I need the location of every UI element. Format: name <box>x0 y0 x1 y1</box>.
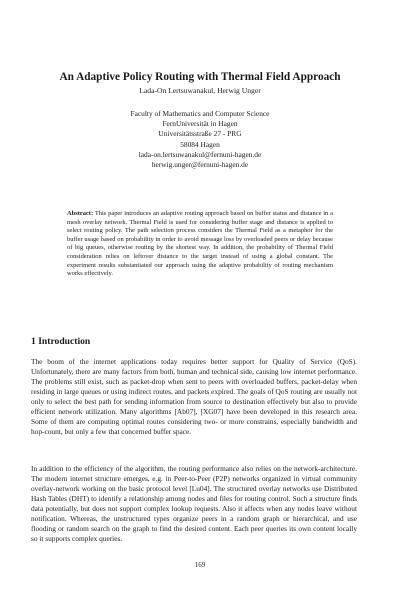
section-heading-introduction: 1 Introduction <box>31 336 91 347</box>
affiliation-block <box>20 109 380 170</box>
abstract-label: Abstract: <box>67 210 94 217</box>
body-paragraph-1: The boom of the internet applications today requires better support for Quality of Service (QoS). Unfortunately, there are many factors from both, human and technical side, causing low internet performance. The problems still exist, such as packet-drop when sent to peers with overloaded buffers, packet-delay when residing in large queues or using indirect routes, and packets expired. The goals of QoS routing are usually not only to select the best path for sending information from source to destination effectively but also to provide efficient network utilization. Many algorithms [Ab07], [XG07] have been developed in this research area. Some of them are computing optimal routes considering two- or more constrains, especially bandwidth and hop-count, but only a few that concerned buffer space. <box>31 357 357 437</box>
page-number: 169 <box>194 561 206 569</box>
body-paragraph-2: In addition to the efficiency of the algorithm, the routing performance also relies on the network-architecture. The modern internet structure emerges, e.g. in Peer-to-Peer (P2P) networks organized in virtual community overlay-network working on the basic protocol level [Lu04]. The structured overlay networks use Distributed Hash Tables (DHT) to identify a relationship among nodes and files for routing control. Such a structure finds data potentially, but does not support complex lookup requests. Also it affects when any nodes leave without notification. Whereas, the unstructured types organize peers in a random graph or hierarchical, and use flooding or random search on the graph to find the desired content. Each peer queries its own content locally so it supports complex queries. <box>31 464 357 544</box>
abstract-text: This paper introduces an adaptive routing approach based on buffer status and distance in a mesh overlay network. Thermal Field is used for considering buffer stage and distance is applied to select routing policy. The path selection process considers the Thermal Field as a metaphor for the buffer usage based on probability in order to avoid message loss by overloaded peers or delay because of big queues, otherwise routing by the shortest way. In addition, the probability of Thermal Field consideration relies on leftover distance to the target instead of using a global constant. The experiment results substantiated our approach using the adaptive probability of routing mechanism works effectively. <box>67 210 333 278</box>
affiliation-street: Universitätsstraße 27 - PRG <box>158 129 242 139</box>
abstract <box>67 210 333 279</box>
paper-title: An Adaptive Policy Routing with Thermal Field Approach <box>59 71 341 83</box>
affiliation-faculty: Faculty of Mathematics and Computer Science <box>130 109 270 118</box>
affiliation-city: 58084 Hagen <box>180 139 220 149</box>
author-email-2: herwig.unger@fernuni-hagen.de <box>151 160 249 170</box>
author-email-1: lada-on.lertsuwanakul@fernuni-hagen.de <box>138 149 262 159</box>
paper-authors: Lada-On Lertsuwanakul, Herwig Unger <box>139 86 261 95</box>
affiliation-university: FernUniversität in Hagen <box>162 119 238 129</box>
